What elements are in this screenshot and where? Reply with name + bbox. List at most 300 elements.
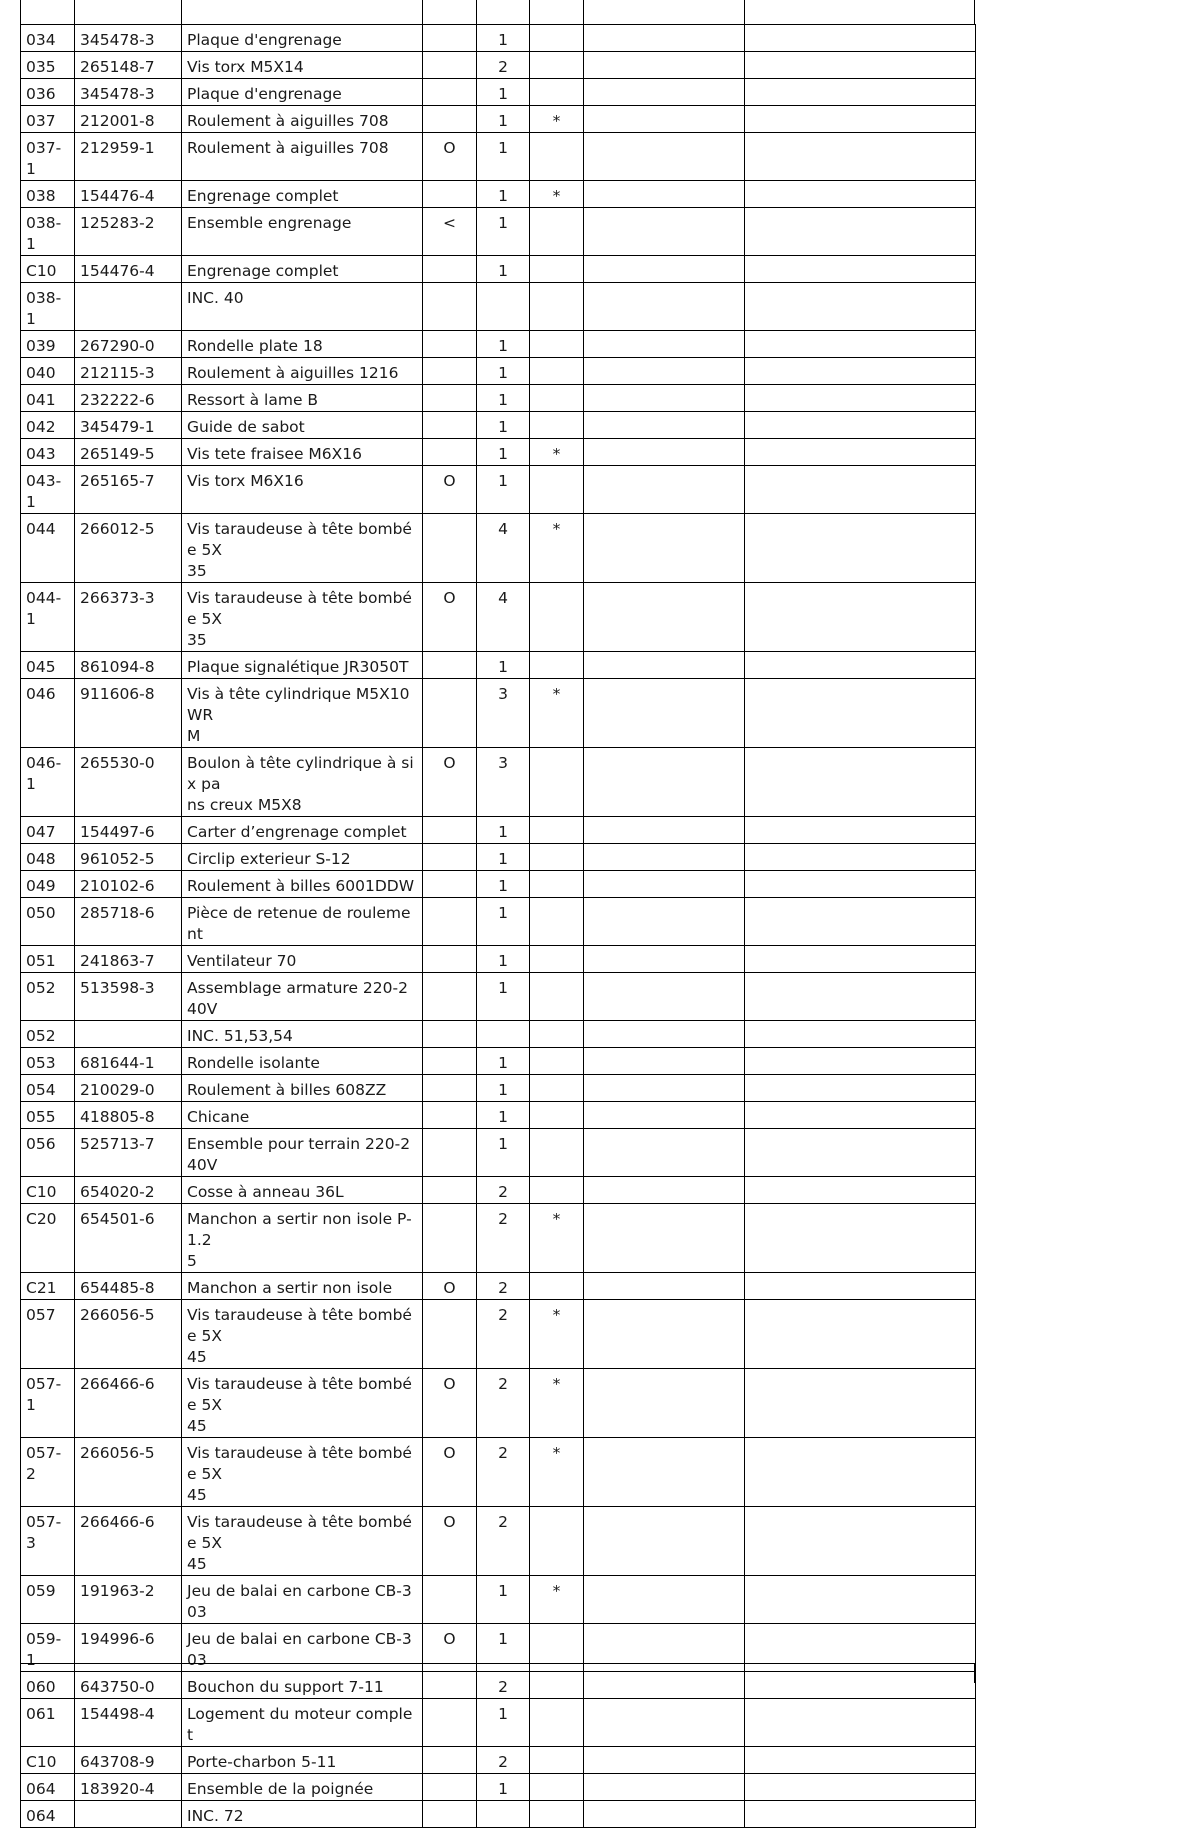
description-cell: Plaque signalétique JR3050T — [182, 652, 423, 679]
blank-cell-a — [584, 1300, 745, 1369]
part-no-cell: 154497-6 — [75, 817, 182, 844]
blank-cell-a — [584, 283, 745, 331]
blank-cell-b — [745, 439, 976, 466]
blank-cell-a — [584, 79, 745, 106]
note-cell — [530, 817, 584, 844]
blank-cell-a — [584, 1048, 745, 1075]
option-cell — [423, 181, 477, 208]
option-cell — [423, 1576, 477, 1624]
blank-cell-a — [584, 466, 745, 514]
description-cell: Engrenage complet — [182, 181, 423, 208]
description-cell: Vis taraudeuse à tête bombée 5X 45 — [182, 1507, 423, 1576]
description-cell: Ensemble de la poignée — [182, 1774, 423, 1801]
blank-cell-a — [584, 898, 745, 946]
item-no-cell: C10 — [21, 1747, 75, 1774]
description-cell: Vis tete fraisee M6X16 — [182, 439, 423, 466]
note-cell — [530, 1177, 584, 1204]
blank-cell-a — [584, 1438, 745, 1507]
description-cell: Vis torx M6X16 — [182, 466, 423, 514]
quantity-cell: 1 — [477, 844, 530, 871]
blank-cell-a — [584, 1021, 745, 1048]
item-no-cell: 053 — [21, 1048, 75, 1075]
description-cell: Assemblage armature 220-240V — [182, 973, 423, 1021]
part-no-cell — [75, 1021, 182, 1048]
option-cell — [423, 331, 477, 358]
note-cell — [530, 358, 584, 385]
item-no-cell: 044 — [21, 514, 75, 583]
note-cell — [530, 1699, 584, 1747]
quantity-cell: 3 — [477, 679, 530, 748]
part-no-cell — [75, 283, 182, 331]
blank-cell-a — [584, 1801, 745, 1828]
part-no-cell: 961052-5 — [75, 844, 182, 871]
item-no-cell: C20 — [21, 1204, 75, 1273]
blank-cell-b — [745, 133, 976, 181]
table-row — [21, 1129, 976, 1177]
blank-cell-a — [584, 1204, 745, 1273]
part-no-cell: 267290-0 — [75, 331, 182, 358]
table-row — [21, 1507, 976, 1576]
item-no-cell: 045 — [21, 652, 75, 679]
table-row — [21, 1048, 976, 1075]
description-cell: Roulement à aiguilles 1216 — [182, 358, 423, 385]
blank-cell-b — [745, 1438, 976, 1507]
quantity-cell — [477, 1801, 530, 1828]
option-cell — [423, 1204, 477, 1273]
note-cell — [530, 844, 584, 871]
blank-cell-a — [584, 1747, 745, 1774]
blank-cell-a — [584, 1273, 745, 1300]
quantity-cell: 2 — [477, 1177, 530, 1204]
note-cell: * — [530, 439, 584, 466]
blank-cell-b — [745, 1177, 976, 1204]
item-no-cell: 061 — [21, 1699, 75, 1747]
option-cell — [423, 412, 477, 439]
option-cell — [423, 358, 477, 385]
description-cell: Ensemble pour terrain 220-240V — [182, 1129, 423, 1177]
blank-cell-b — [745, 946, 976, 973]
blank-cell-b — [745, 1576, 976, 1624]
description-cell: Roulement à aiguilles 708 — [182, 133, 423, 181]
item-no-cell: 064 — [21, 1774, 75, 1801]
note-cell — [530, 466, 584, 514]
table-row — [21, 583, 976, 652]
blank-cell-b — [745, 748, 976, 817]
item-no-cell: 064 — [21, 1801, 75, 1828]
blank-cell-b — [745, 1129, 976, 1177]
part-no-cell: 266466-6 — [75, 1507, 182, 1576]
part-no-cell: 210029-0 — [75, 1075, 182, 1102]
blank-cell-a — [584, 748, 745, 817]
option-cell — [423, 844, 477, 871]
part-no-cell: 266056-5 — [75, 1300, 182, 1369]
part-no-cell: 194996-6 — [75, 1624, 182, 1672]
part-no-cell: 212115-3 — [75, 358, 182, 385]
part-no-cell: 266466-6 — [75, 1369, 182, 1438]
item-no-cell: 057-2 — [21, 1438, 75, 1507]
description-cell: Ensemble engrenage — [182, 208, 423, 256]
table-row — [21, 1300, 976, 1369]
description-cell: Vis taraudeuse à tête bombée 5X 45 — [182, 1438, 423, 1507]
item-no-cell: 055 — [21, 1102, 75, 1129]
note-cell — [530, 1801, 584, 1828]
quantity-cell: 1 — [477, 1102, 530, 1129]
option-cell — [423, 871, 477, 898]
quantity-cell: 1 — [477, 133, 530, 181]
description-cell: Jeu de balai en carbone CB-303 — [182, 1576, 423, 1624]
part-no-cell: 513598-3 — [75, 973, 182, 1021]
table-row — [21, 679, 976, 748]
blank-cell-a — [584, 133, 745, 181]
quantity-cell: 2 — [477, 1672, 530, 1699]
option-cell — [423, 1102, 477, 1129]
description-cell: Chicane — [182, 1102, 423, 1129]
option-cell: O — [423, 466, 477, 514]
description-cell: Manchon a sertir non isole P-1.2 5 — [182, 1204, 423, 1273]
table-row — [21, 748, 976, 817]
part-no-cell: 525713-7 — [75, 1129, 182, 1177]
quantity-cell: 1 — [477, 106, 530, 133]
quantity-cell: 1 — [477, 256, 530, 283]
blank-cell-a — [584, 181, 745, 208]
quantity-cell: 1 — [477, 1048, 530, 1075]
blank-cell-b — [745, 583, 976, 652]
blank-cell-b — [745, 1801, 976, 1828]
description-cell: Plaque d'engrenage — [182, 25, 423, 52]
blank-cell-b — [745, 79, 976, 106]
blank-cell-a — [584, 412, 745, 439]
blank-cell-a — [584, 844, 745, 871]
quantity-cell: 1 — [477, 1699, 530, 1747]
description-cell: Porte-charbon 5-11 — [182, 1747, 423, 1774]
option-cell — [423, 1747, 477, 1774]
table-row — [21, 133, 976, 181]
part-no-cell: 345479-1 — [75, 412, 182, 439]
item-no-cell: 037-1 — [21, 133, 75, 181]
note-cell — [530, 208, 584, 256]
note-cell: * — [530, 1576, 584, 1624]
description-cell: Vis taraudeuse à tête bombée 5X 35 — [182, 583, 423, 652]
table-row — [21, 1369, 976, 1438]
quantity-cell: 3 — [477, 748, 530, 817]
quantity-cell: 1 — [477, 439, 530, 466]
part-no-cell: 266012-5 — [75, 514, 182, 583]
table-row — [21, 1102, 976, 1129]
note-cell — [530, 1102, 584, 1129]
description-cell: Guide de sabot — [182, 412, 423, 439]
table-row — [21, 1774, 976, 1801]
part-no-cell: 232222-6 — [75, 385, 182, 412]
option-cell — [423, 817, 477, 844]
item-no-cell: 035 — [21, 52, 75, 79]
item-no-cell: 054 — [21, 1075, 75, 1102]
blank-cell-b — [745, 1747, 976, 1774]
quantity-cell: 1 — [477, 412, 530, 439]
note-cell — [530, 331, 584, 358]
item-no-cell: 046-1 — [21, 748, 75, 817]
quantity-cell: 1 — [477, 871, 530, 898]
blank-cell-b — [745, 52, 976, 79]
blank-cell-b — [745, 283, 976, 331]
blank-cell-a — [584, 973, 745, 1021]
blank-cell-a — [584, 106, 745, 133]
blank-cell-b — [745, 1699, 976, 1747]
table-row — [21, 1699, 976, 1747]
option-cell — [423, 514, 477, 583]
quantity-cell: 2 — [477, 1747, 530, 1774]
option-cell — [423, 973, 477, 1021]
blank-cell-b — [745, 358, 976, 385]
blank-cell-a — [584, 256, 745, 283]
quantity-cell: 1 — [477, 208, 530, 256]
table-row — [21, 79, 976, 106]
item-no-cell: 038-1 — [21, 208, 75, 256]
description-cell: INC. 72 — [182, 1801, 423, 1828]
item-no-cell: 052 — [21, 973, 75, 1021]
note-cell — [530, 583, 584, 652]
item-no-cell: 057-1 — [21, 1369, 75, 1438]
description-cell: INC. 51,53,54 — [182, 1021, 423, 1048]
table-row — [21, 52, 976, 79]
blank-cell-b — [745, 1369, 976, 1438]
note-cell — [530, 1273, 584, 1300]
item-no-cell: 059 — [21, 1576, 75, 1624]
quantity-cell: 4 — [477, 514, 530, 583]
option-cell — [423, 283, 477, 331]
item-no-cell: 050 — [21, 898, 75, 946]
item-no-cell: 036 — [21, 79, 75, 106]
table-row — [21, 652, 976, 679]
item-no-cell: 052 — [21, 1021, 75, 1048]
blank-cell-a — [584, 52, 745, 79]
quantity-cell: 1 — [477, 358, 530, 385]
blank-cell-b — [745, 331, 976, 358]
blank-cell-a — [584, 946, 745, 973]
part-no-cell: 266056-5 — [75, 1438, 182, 1507]
quantity-cell: 1 — [477, 331, 530, 358]
option-cell — [423, 1075, 477, 1102]
blank-cell-b — [745, 256, 976, 283]
blank-cell-a — [584, 1177, 745, 1204]
option-cell: O — [423, 748, 477, 817]
blank-cell-b — [745, 1300, 976, 1369]
blank-cell-b — [745, 817, 976, 844]
item-no-cell: 034 — [21, 25, 75, 52]
table-row — [21, 331, 976, 358]
option-cell — [423, 1699, 477, 1747]
option-cell — [423, 1048, 477, 1075]
table-row — [21, 106, 976, 133]
description-cell: Jeu de balai en carbone CB-303 — [182, 1624, 423, 1672]
item-no-cell: 057 — [21, 1300, 75, 1369]
item-no-cell: 039 — [21, 331, 75, 358]
option-cell — [423, 1021, 477, 1048]
option-cell — [423, 25, 477, 52]
quantity-cell: 2 — [477, 1438, 530, 1507]
part-no-cell: 265148-7 — [75, 52, 182, 79]
quantity-cell — [477, 283, 530, 331]
description-cell: Vis taraudeuse à tête bombée 5X 45 — [182, 1369, 423, 1438]
table-row — [21, 514, 976, 583]
blank-cell-b — [745, 514, 976, 583]
blank-cell-b — [745, 25, 976, 52]
note-cell — [530, 52, 584, 79]
note-cell — [530, 946, 584, 973]
table-row — [21, 898, 976, 946]
quantity-cell: 1 — [477, 79, 530, 106]
blank-cell-b — [745, 652, 976, 679]
part-no-cell: 345478-3 — [75, 25, 182, 52]
option-cell — [423, 946, 477, 973]
description-cell: Vis taraudeuse à tête bombée 5X 45 — [182, 1300, 423, 1369]
part-no-cell: 654020-2 — [75, 1177, 182, 1204]
quantity-cell: 4 — [477, 583, 530, 652]
note-cell — [530, 748, 584, 817]
blank-cell-b — [745, 208, 976, 256]
note-cell: * — [530, 514, 584, 583]
option-cell: O — [423, 583, 477, 652]
blank-cell-a — [584, 1507, 745, 1576]
description-cell: Circlip exterieur S-12 — [182, 844, 423, 871]
quantity-cell: 1 — [477, 181, 530, 208]
description-cell: Pièce de retenue de roulement — [182, 898, 423, 946]
blank-cell-b — [745, 1102, 976, 1129]
quantity-cell: 1 — [477, 946, 530, 973]
part-no-cell: 266373-3 — [75, 583, 182, 652]
quantity-cell: 1 — [477, 1624, 530, 1672]
blank-cell-a — [584, 439, 745, 466]
table-row — [21, 1204, 976, 1273]
table-row — [21, 283, 976, 331]
item-no-cell: 049 — [21, 871, 75, 898]
part-no-cell: 241863-7 — [75, 946, 182, 973]
blank-cell-a — [584, 514, 745, 583]
blank-cell-a — [584, 385, 745, 412]
part-no-cell: 265149-5 — [75, 439, 182, 466]
blank-cell-b — [745, 844, 976, 871]
option-cell: O — [423, 1438, 477, 1507]
part-no-cell: 643750-0 — [75, 1672, 182, 1699]
note-cell: * — [530, 1204, 584, 1273]
note-cell — [530, 1774, 584, 1801]
note-cell — [530, 385, 584, 412]
note-cell — [530, 133, 584, 181]
blank-cell-a — [584, 358, 745, 385]
quantity-cell: 2 — [477, 1300, 530, 1369]
option-cell — [423, 1801, 477, 1828]
description-cell: Engrenage complet — [182, 256, 423, 283]
part-no-cell: 212001-8 — [75, 106, 182, 133]
blank-cell-b — [745, 412, 976, 439]
description-cell: Ventilateur 70 — [182, 946, 423, 973]
item-no-cell: 041 — [21, 385, 75, 412]
description-cell: INC. 40 — [182, 283, 423, 331]
blank-cell-b — [745, 106, 976, 133]
note-cell — [530, 871, 584, 898]
quantity-cell: 2 — [477, 52, 530, 79]
blank-cell-b — [745, 898, 976, 946]
table-row — [21, 1438, 976, 1507]
note-cell: * — [530, 106, 584, 133]
table-row — [21, 973, 976, 1021]
option-cell — [423, 1129, 477, 1177]
part-no-cell: 418805-8 — [75, 1102, 182, 1129]
note-cell — [530, 25, 584, 52]
part-no-cell: 154476-4 — [75, 181, 182, 208]
description-cell: Carter d’engrenage complet — [182, 817, 423, 844]
blank-cell-a — [584, 817, 745, 844]
blank-cell-a — [584, 1075, 745, 1102]
note-cell — [530, 283, 584, 331]
item-no-cell: 042 — [21, 412, 75, 439]
blank-cell-a — [584, 208, 745, 256]
note-cell — [530, 1048, 584, 1075]
part-no-cell: 265165-7 — [75, 466, 182, 514]
blank-cell-a — [584, 1102, 745, 1129]
option-cell: O — [423, 1507, 477, 1576]
table-row — [21, 817, 976, 844]
note-cell — [530, 1021, 584, 1048]
item-no-cell: 043-1 — [21, 466, 75, 514]
option-cell: < — [423, 208, 477, 256]
item-no-cell: 051 — [21, 946, 75, 973]
quantity-cell: 1 — [477, 1075, 530, 1102]
option-cell: O — [423, 1369, 477, 1438]
blank-cell-a — [584, 1699, 745, 1747]
quantity-cell: 2 — [477, 1204, 530, 1273]
blank-cell-b — [745, 973, 976, 1021]
part-no-cell: 154476-4 — [75, 256, 182, 283]
note-cell — [530, 1129, 584, 1177]
quantity-cell: 1 — [477, 973, 530, 1021]
option-cell: O — [423, 133, 477, 181]
item-no-cell: 060 — [21, 1672, 75, 1699]
table-row — [21, 181, 976, 208]
blank-cell-a — [584, 1129, 745, 1177]
table-top-continuation — [20, 0, 975, 24]
quantity-cell: 1 — [477, 1774, 530, 1801]
item-no-cell: 056 — [21, 1129, 75, 1177]
table-row — [21, 208, 976, 256]
part-no-cell: 654485-8 — [75, 1273, 182, 1300]
table-row — [21, 466, 976, 514]
note-cell — [530, 898, 584, 946]
table-row — [21, 256, 976, 283]
blank-cell-b — [745, 1774, 976, 1801]
table-row — [21, 439, 976, 466]
note-cell: * — [530, 1438, 584, 1507]
item-no-cell: 059-1 — [21, 1624, 75, 1672]
note-cell — [530, 1507, 584, 1576]
blank-cell-b — [745, 1048, 976, 1075]
option-cell — [423, 52, 477, 79]
description-cell: Boulon à tête cylindrique à six pa ns creux M5X8 — [182, 748, 423, 817]
blank-cell-a — [584, 1774, 745, 1801]
table-row — [21, 1801, 976, 1828]
parts-list-table — [20, 24, 976, 1828]
part-no-cell — [75, 1801, 182, 1828]
table-row — [21, 1021, 976, 1048]
blank-cell-a — [584, 25, 745, 52]
part-no-cell: 154498-4 — [75, 1699, 182, 1747]
option-cell — [423, 439, 477, 466]
option-cell — [423, 1300, 477, 1369]
blank-cell-a — [584, 652, 745, 679]
option-cell: O — [423, 1624, 477, 1672]
part-no-cell: 191963-2 — [75, 1576, 182, 1624]
item-no-cell: 038-1 — [21, 283, 75, 331]
item-no-cell: C10 — [21, 256, 75, 283]
